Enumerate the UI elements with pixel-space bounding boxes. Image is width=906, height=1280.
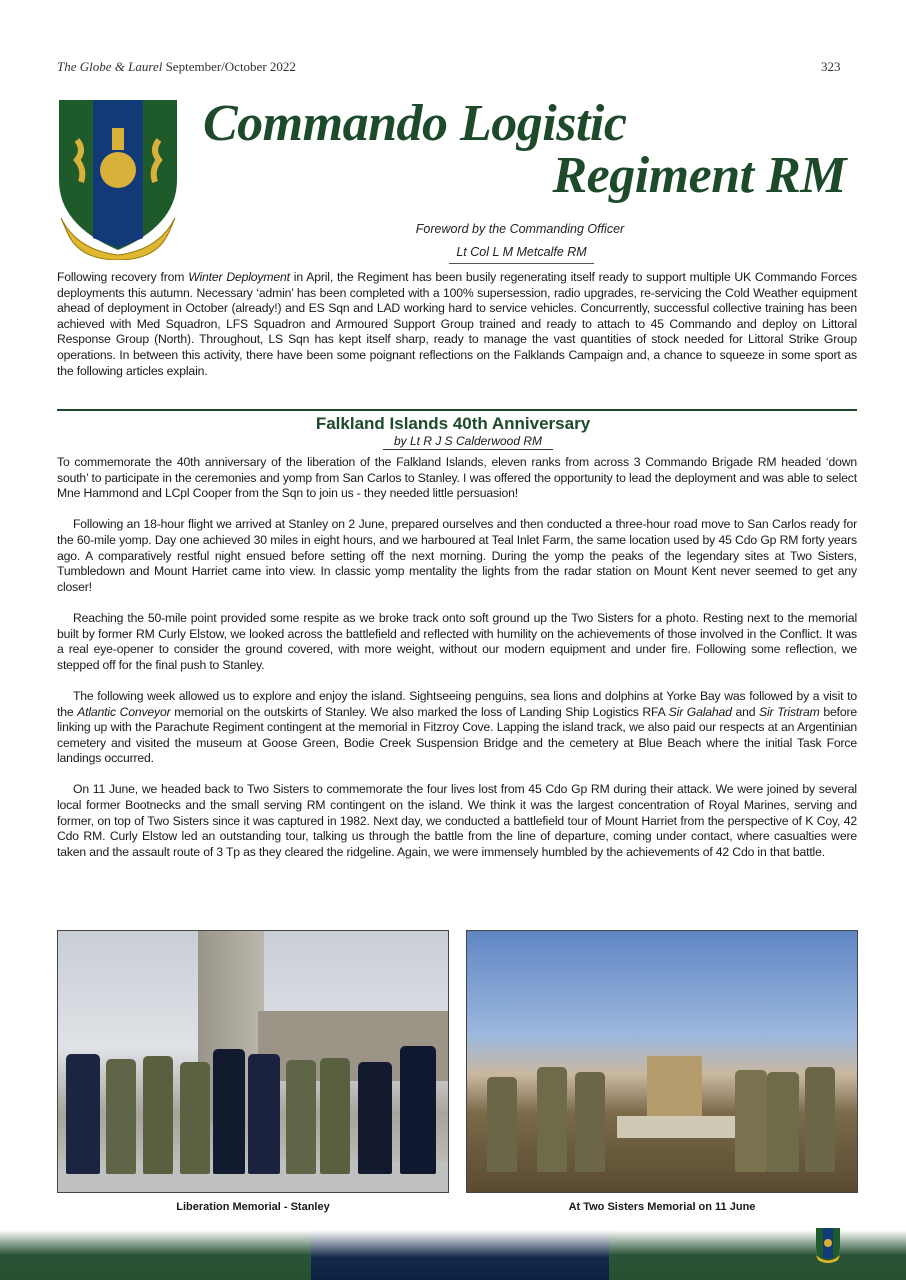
running-header — [57, 59, 296, 75]
text: The following week allowed us to explore and enjoy the island. Sightseeing penguins, sea lions and dolphins at Yorke Bay was followed by a visit to the — [57, 688, 857, 719]
photo-liberation-memorial — [57, 930, 449, 1193]
foreword-label: Foreword by the Commanding Officer — [415, 222, 625, 236]
page-title-line1: Commando Logistic — [203, 95, 627, 152]
ship-name: Atlantic Conveyor — [77, 704, 171, 719]
article-paragraph: On 11 June, we headed back to Two Sisters to commemorate the four lives lost from 45 Cdo Gp RM during their attack. We were joined by several local former Bootnecks and the small serving RM contingent on the island. We think it was the largest concentration of Royal Marines, serving and former, on top of Two Sisters since it was captured in 1982. Next day, we conducted a battlefield tour of Mount Harriet from the perspective of K Coy, 42 Cdo RM. Curly Elstow led an outstanding tour, talking us through the battle from the line of departure, coming under contact, where casualties were taken and the assault route of 3 Tp as they cleared the ridgeline. Again, we were immensely humbled by the achievements of 42 Cdo in that battle. — [57, 782, 857, 859]
article-body — [57, 455, 857, 876]
section-divider — [57, 409, 857, 411]
ship-name: Sir Tristram — [759, 704, 820, 719]
photo-two-sisters-memorial — [466, 930, 858, 1193]
text: before linking up with the Parachute Regiment contingent at the memorial in Fitzroy Cove. Lapping the island track, we also paid our respects at an Argentinian cemetery and visited the museum at Goose Green, Bodie Creek Suspension Bridge and the cemetery at Blue Beach where the initial Task Force landings occurred. — [57, 704, 858, 766]
article-paragraph: To commemorate the 40th anniversary of the liberation of the Falkland Islands, eleven ranks from across 3 Commando Brigade RM headed ‘down south’ to participate in the ceremonies and yomp from San Carlos to Stanley. I was offered the opportunity to lead the deployment and was able to select Mne Hammond and LCpl Cooper from the Sqn to join us - they needed little persuasion! — [57, 455, 857, 501]
issue-date: September/October 2022 — [165, 59, 296, 74]
photo-caption: At Two Sisters Memorial on 11 June — [568, 1201, 756, 1213]
intro-emphasis: Winter Deployment — [188, 270, 290, 284]
ship-name: Sir Galahad — [668, 704, 732, 719]
small-crest-logo — [815, 1228, 841, 1264]
intro-text: in April, the Regiment has been busily regenerating itself ready to support multiple UK Commando Forces deployments this autumn. Necessary ‘admin’ has been completed with a 100% supersession, radio upgrades, re-servicing the Cold Weather equipment ahead of deployment in October (already!) and ES Sqn and LAD working hard to service vehicles. Concurrently, successful collective training has been achieved with Med Squadron, LFS Squadron and Armoured Support Group trained and ready to attach to 45 Commando and deploy on Littoral Response Group (North). Throughout, LS Sqn has kept itself sharp, ready to manage the vast quantities of stock needed for Littoral Strike Group operations. In between this activity, there have been some poignant reflections on the Falklands Campaign and, a chance to squeeze in some sport as the following articles explain. — [57, 270, 857, 378]
article-paragraph: Following an 18-hour flight we arrived at Stanley on 2 June, prepared ourselves and then conducted a three-hour road move to San Carlos ready for the 60-mile yomp. Day one achieved 30 miles in eight hours, and we harboured at Teal Inlet Farm, the same location used by 45 Cdo Gp RM forty years ago. A comparatively restful night ensued before setting off the next morning. During the yomp the peaks of the legendary sites at Two Sisters, Tumbledown and Mount Harriet came into view. In classic yomp mentality the lights from the radar station on Mount Kent never seemed to get any closer! — [57, 517, 857, 594]
article-paragraph: Reaching the 50-mile point provided some respite as we broke track onto soft ground up the Two Sisters for a photo. Resting next to the memorial built by former RM Curly Elstow, we looked across the battlefield and reflected with humility on the achievements of those involved in the Conflict. It was a real eye-opener to consider the ground covered, with more weight, without our modern equipment and under fire. Following some reflection, we stepped off for the final push to Stanley. — [57, 610, 857, 672]
footer-navy-band — [311, 1230, 609, 1280]
article-paragraph — [57, 689, 857, 767]
text: and — [731, 704, 759, 719]
footer-band — [0, 1230, 906, 1280]
intro-text: Following recovery from — [57, 270, 189, 284]
intro-paragraph — [57, 270, 857, 395]
text: memorial on the outskirts of Stanley. We also marked the loss of Landing Ship Logistics RFA — [170, 704, 669, 719]
regiment-crest-logo — [57, 100, 179, 260]
photo-caption: Liberation Memorial - Stanley — [176, 1201, 330, 1213]
magazine-name: The Globe & Laurel — [57, 59, 163, 74]
page-title-line2: Regiment RM — [552, 147, 846, 204]
page-number: 323 — [821, 59, 841, 74]
article-byline: by Lt R J S Calderwood RM — [383, 434, 553, 450]
article-heading: Falkland Islands 40th Anniversary — [315, 414, 591, 433]
foreword-author: Lt Col L M Metcalfe RM — [449, 245, 594, 264]
